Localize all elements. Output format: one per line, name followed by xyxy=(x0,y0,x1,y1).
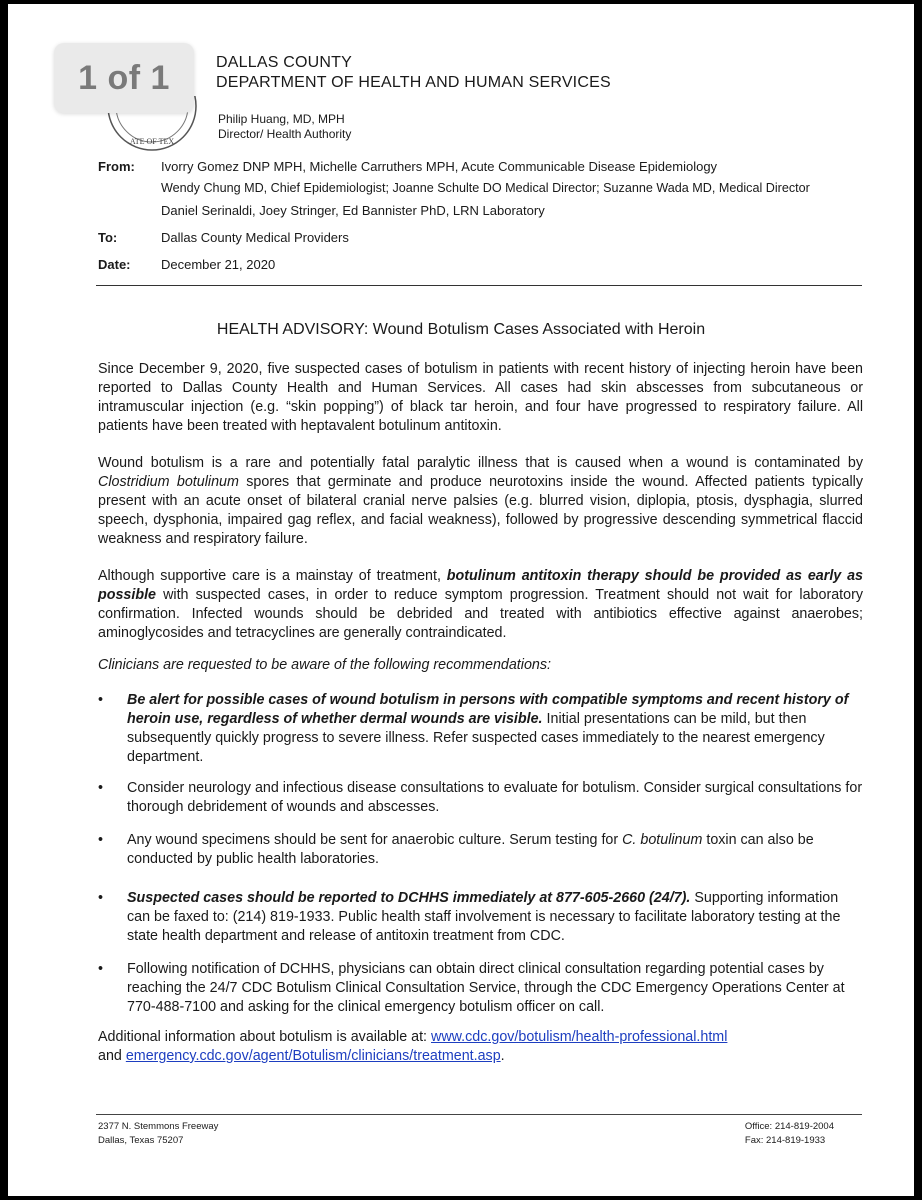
date-label: Date: xyxy=(98,257,131,272)
bullet-icon: • xyxy=(98,832,104,848)
organism-name: Clostridium botulinum xyxy=(98,474,239,490)
office-phone: Office: 214-819-2004 xyxy=(744,1121,834,1132)
address-line-2: Dallas, Texas 75207 xyxy=(98,1135,184,1146)
recommendation-list xyxy=(98,691,863,767)
bullet-icon: • xyxy=(98,890,104,906)
paragraph-2-text-b: spores that germinate and produce neurotoxins inside the wound. Affected patients typically present with an acute onset of bilateral cranial nerve palsies (e.g. blurred vision, diplopia, ptosis, dysphagia, slurred speech, dysphonia, impaired gag reflex, and facial weakness), followed by progressive descending symmetrical flaccid weakness and respiratory failure. xyxy=(98,474,864,547)
header-divider xyxy=(96,285,862,286)
additional-info-end: . xyxy=(500,1048,505,1064)
fax-number: Fax: 214-819-1933 xyxy=(744,1135,826,1146)
list-item xyxy=(98,960,863,1017)
bullet-1-text: Initial presentations can be mild, but then subsequently quickly progress to severe illness. Refer suspected cases immediately to the nearest emergency department. xyxy=(127,711,825,765)
recommendations-intro: Clinicians are requested to be aware of the following recommendations: xyxy=(98,657,551,673)
cdc-health-professional-link[interactable]: www.cdc.gov/botulism/health-professional.html xyxy=(431,1029,728,1045)
bullet-icon: • xyxy=(98,961,104,977)
footer-address xyxy=(98,1120,218,1148)
bullet-5-text: Following notification of DCHHS, physicians can obtain direct clinical consultation regarding potential cases by reaching the 24/7 CDC Botulism Clinical Consultation Service, through the CDC Emergency Operations Center at 770-488-7100 and asking for the clinical emergency botulism officer on call. xyxy=(127,961,845,1015)
list-item xyxy=(98,779,863,817)
director-title: Director/ Health Authority xyxy=(218,127,352,141)
from-line-3: Daniel Serinaldi, Joey Stringer, Ed Bannister PhD, LRN Laboratory xyxy=(161,203,545,218)
from-label: From: xyxy=(98,159,135,174)
seal-text: ATE OF TEX xyxy=(129,137,175,146)
document-page xyxy=(8,4,914,1196)
department-name: DEPARTMENT OF HEALTH AND HUMAN SERVICES xyxy=(216,74,611,91)
bullet-4-bold: Suspected cases should be reported to DCHHS immediately at 877-605-2660 (24/7). xyxy=(127,890,691,906)
paragraph-1 xyxy=(98,360,863,436)
cdc-treatment-link[interactable]: emergency.cdc.gov/agent/Botulism/clinicians/treatment.asp xyxy=(125,1048,501,1064)
bullet-1-bold: Be alert for possible cases of wound botulism in persons with compatible symptoms and recent history of heroin use, regardless of whether dermal wounds are visible. xyxy=(127,692,849,727)
list-item xyxy=(98,831,863,869)
bullet-3-text-a: Any wound specimens should be sent for anaerobic culture. Serum testing for xyxy=(127,832,623,848)
footer-contact xyxy=(745,1120,834,1148)
recommendation-list-4 xyxy=(98,889,863,946)
from-line-1: Ivorry Gomez DNP MPH, Michelle Carruthers MPH, Acute Communicable Disease Epidemiology xyxy=(161,159,718,174)
bullet-4-text: Supporting information can be faxed to: (214) 819-1933. Public health staff involvement is necessary to facilitate laboratory testing at the state health department and release of antitoxin treatment from CDC. xyxy=(127,890,841,944)
to-label: To: xyxy=(98,230,118,245)
paragraph-2-text-a: Wound botulism is a rare and potentially fatal paralytic illness that is caused when a wound is contaminated by xyxy=(98,455,863,471)
page-count-badge: 1 of 1 xyxy=(54,43,194,113)
recommendation-list-2 xyxy=(98,779,863,817)
date-value: December 21, 2020 xyxy=(161,257,276,272)
additional-info xyxy=(98,1028,863,1066)
bullet-2-text: Consider neurology and infectious disease consultations to evaluate for botulism. Consider surgical consultations for thorough debridement of wounds and abscesses. xyxy=(127,780,863,815)
recommendation-list-5 xyxy=(98,960,863,1017)
bullet-icon: • xyxy=(98,692,104,708)
paragraph-2 xyxy=(98,454,863,549)
advisory-title: HEALTH ADVISORY: Wound Botulism Cases Associated with Heroin xyxy=(216,321,706,338)
county-name: DALLAS COUNTY xyxy=(216,54,352,71)
paragraph-1-text: Since December 9, 2020, five suspected cases of botulism in patients with recent history of injecting heroin have been reported to Dallas County Health and Human Services. All cases had skin abscesses from subcutaneous or intramuscular injection (e.g. “skin popping”) of black tar heroin, and four have progressed to respiratory failure. All patients have been treated with heptavalent botulinum antitoxin. xyxy=(98,361,863,434)
bullet-3-text-b: toxin can also be conducted by public health laboratories. xyxy=(127,832,814,867)
paragraph-3-text-b: with suspected cases, in order to reduce symptom progression. Treatment should not wait for laboratory confirmation. Infected wounds should be debrided and treated with antibiotics effective against anaerobes; aminoglycosides and tetracyclines are generally contraindicated. xyxy=(98,587,863,641)
paragraph-3 xyxy=(98,567,863,643)
additional-info-and: and xyxy=(98,1048,126,1064)
paragraph-3-text-a: Although supportive care is a mainstay of treatment, xyxy=(98,568,447,584)
bullet-3-organism: C. botulinum xyxy=(622,832,703,848)
footer-divider xyxy=(96,1114,862,1115)
paragraph-4 xyxy=(98,656,863,675)
director-name: Philip Huang, MD, MPH xyxy=(218,112,345,126)
list-item xyxy=(98,691,863,767)
from-line-2: Wendy Chung MD, Chief Epidemiologist; Joanne Schulte DO Medical Director; Suzanne Wada MD, Medical Director xyxy=(161,181,810,195)
additional-info-lead: Additional information about botulism is available at: xyxy=(98,1029,431,1045)
list-item xyxy=(98,889,863,946)
bullet-icon: • xyxy=(98,780,104,796)
recommendation-list-3 xyxy=(98,831,863,869)
to-value: Dallas County Medical Providers xyxy=(161,230,349,245)
address-line-1: 2377 N. Stemmons Freeway xyxy=(98,1121,219,1132)
antitoxin-emphasis: botulinum antitoxin therapy should be provided as early as possible xyxy=(98,568,863,603)
